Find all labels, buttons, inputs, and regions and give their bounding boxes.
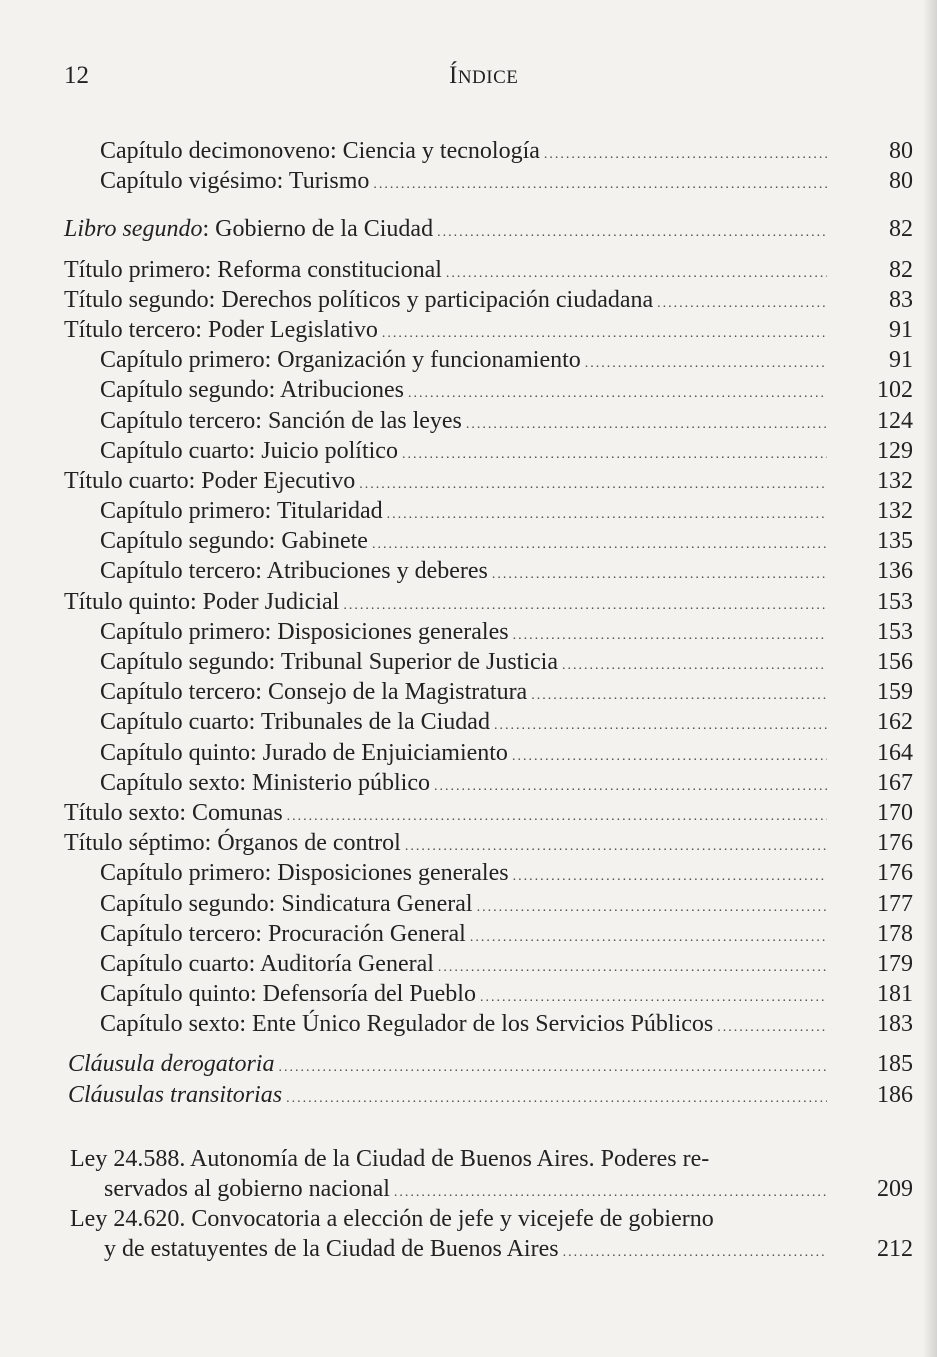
law-entry-line2: servados al gobierno nacional (104, 1175, 390, 1202)
toc-entry-page: 132 (877, 498, 913, 525)
toc-entry-page: 129 (877, 437, 913, 464)
toc-entry[interactable] (0, 738, 937, 768)
toc-entry-label: Capítulo quinto: Jurado de Enjuiciamiento (100, 739, 508, 766)
toc-entry-label: Capítulo tercero: Atribuciones y deberes (100, 558, 488, 585)
toc-entry[interactable] (0, 1009, 937, 1039)
toc-entry-label: Capítulo sexto: Ministerio público (100, 769, 430, 796)
toc-entry[interactable] (0, 526, 937, 556)
leader-dots (373, 170, 827, 200)
toc-entry-page: 153 (877, 618, 913, 645)
toc-entry-label (64, 214, 437, 244)
toc-entry-label: Título cuarto: Poder Ejecutivo (64, 467, 356, 494)
toc-entry-page: 164 (877, 739, 913, 766)
toc-entry-label: Capítulo tercero: Sanción de las leyes (100, 407, 462, 434)
toc-entry-page: 82 (889, 256, 913, 283)
toc-entry-label: Capítulo cuarto: Juicio político (100, 437, 398, 464)
toc-entry-page: 82 (889, 216, 913, 243)
toc-entry-label: Capítulo primero: Disposiciones generales (100, 618, 509, 645)
toc-entry-label: Capítulo cuarto: Auditoría General (100, 950, 434, 977)
toc-entry-label: Capítulo decimonoveno: Ciencia y tecnología (100, 138, 540, 164)
toc-entry-label: Título sexto: Comunas (64, 799, 283, 826)
law-entry[interactable] (0, 1144, 937, 1204)
leader-dots (563, 1238, 827, 1268)
toc-entry-label: Título séptimo: Órganos de control (64, 830, 401, 857)
toc-entry-label: Cláusula derogatoria (68, 1051, 275, 1078)
toc-entry[interactable] (0, 166, 937, 196)
toc-entry-label: Capítulo vigésimo: Turismo (100, 168, 370, 195)
toc-entry[interactable] (0, 889, 937, 919)
toc-entry-page: 153 (877, 588, 913, 615)
law-entry[interactable] (0, 1204, 937, 1264)
toc-entry[interactable] (0, 406, 937, 436)
toc-entry[interactable] (0, 1080, 937, 1110)
libro-rest: : Gobierno de la Ciudad (202, 216, 434, 243)
toc-entry[interactable] (0, 647, 937, 677)
toc-entry-page: 178 (877, 920, 913, 947)
toc-entry-label: Capítulo primero: Disposiciones generales (100, 860, 509, 887)
toc-entry-label: Capítulo primero: Titularidad (100, 498, 383, 525)
toc-entry[interactable] (0, 949, 937, 979)
toc-entry-label: Capítulo cuarto: Tribunales de la Ciudad (100, 709, 490, 736)
toc-entry[interactable] (0, 707, 937, 737)
toc-entry-page: 80 (889, 168, 913, 195)
toc-entry[interactable] (0, 436, 937, 466)
toc-entry[interactable] (0, 375, 937, 405)
toc-entry[interactable] (0, 587, 937, 617)
toc-entry[interactable] (0, 496, 937, 526)
toc-entry-page: 83 (889, 286, 913, 313)
toc-entry-page: 170 (877, 799, 913, 826)
toc-entry-label: Capítulo segundo: Atribuciones (100, 377, 404, 404)
toc-entry-libro[interactable] (0, 214, 937, 244)
toc-entry[interactable] (0, 285, 937, 315)
toc-entry-page: 91 (889, 316, 913, 343)
running-title-rest: NDICE (457, 67, 519, 88)
toc-entry-label: Capítulo quinto: Defensoría del Pueblo (100, 981, 476, 1008)
spacer (0, 1110, 937, 1144)
running-title (449, 62, 518, 90)
toc-entry-page: 183 (877, 1011, 913, 1038)
toc-entry[interactable] (0, 677, 937, 707)
leader-dots (286, 1084, 827, 1114)
toc-entry-page: 159 (877, 679, 913, 706)
toc-entry[interactable] (0, 798, 937, 828)
toc-entry-page: 156 (877, 649, 913, 675)
toc-entry[interactable] (0, 345, 937, 375)
toc-entry-page: 132 (877, 467, 913, 494)
toc-entry-page: 185 (877, 1051, 913, 1078)
toc-entry-label: Título segundo: Derechos políticos y participación ciudadana (64, 286, 654, 313)
toc-entry-label: Capítulo tercero: Procuración General (100, 920, 466, 947)
toc-entry[interactable] (0, 858, 937, 888)
toc-entry-page: 179 (877, 950, 913, 977)
toc-entry-label: Título tercero: Poder Legislativo (64, 316, 378, 343)
toc-entry-page: 102 (877, 377, 913, 404)
toc-entry-label: Capítulo segundo: Tribunal Superior de Justicia (100, 649, 558, 675)
toc-entry-label: Título quinto: Poder Judicial (64, 588, 340, 615)
toc-entry[interactable] (0, 617, 937, 647)
toc-entry[interactable] (0, 979, 937, 1009)
page-number: 12 (64, 62, 89, 89)
toc-entry[interactable] (0, 768, 937, 798)
toc-entry-label: Capítulo tercero: Consejo de la Magistratura (100, 679, 528, 706)
toc-entry[interactable] (0, 556, 937, 586)
table-of-contents (0, 136, 937, 1265)
toc-entry-label: Capítulo segundo: Gabinete (100, 528, 368, 555)
toc-entry-page: 135 (877, 528, 913, 555)
law-entry-page: 209 (877, 1175, 913, 1202)
toc-entry[interactable] (0, 136, 937, 166)
toc-entry[interactable] (0, 255, 937, 285)
toc-entry[interactable] (0, 919, 937, 949)
leader-dots (717, 1013, 827, 1043)
toc-entry-label: Título primero: Reforma constitucional (64, 256, 442, 283)
toc-entry[interactable] (0, 466, 937, 496)
toc-entry-page: 80 (889, 138, 913, 164)
leader-dots (437, 218, 827, 248)
toc-entry[interactable] (0, 828, 937, 858)
toc-entry-page: 124 (877, 407, 913, 434)
toc-entry-page: 177 (877, 890, 913, 917)
toc-entry-page: 91 (889, 347, 913, 374)
libro-italic: Libro segundo (64, 216, 203, 243)
law-entry-line1: Ley 24.588. Autonomía de la Ciudad de Buenos Aires. Poderes re- (70, 1145, 710, 1172)
toc-entry-page: 181 (877, 981, 913, 1008)
toc-entry-page: 176 (877, 830, 913, 857)
toc-group-titulos (0, 255, 937, 1040)
law-entry-line2: y de estatuyentes de la Ciudad de Buenos Aires (104, 1236, 559, 1263)
law-entry-line1: Ley 24.620. Convocatoria a elección de jefe y vicejefe de gobierno (70, 1206, 714, 1233)
toc-entry-page: 186 (877, 1081, 913, 1108)
toc-entry-page: 136 (877, 558, 913, 585)
toc-entry-label: Capítulo segundo: Sindicatura General (100, 890, 473, 917)
toc-entry-label: Cláusulas transitorias (68, 1081, 283, 1108)
toc-entry-page: 176 (877, 860, 913, 887)
toc-entry-label: Capítulo primero: Organización y funcionamiento (100, 347, 581, 374)
running-title-initial: Í (449, 62, 458, 89)
toc-entry-page: 167 (877, 769, 913, 796)
toc-entry-label: Capítulo sexto: Ente Único Regulador de los Servicios Públicos (100, 1011, 714, 1038)
toc-entry[interactable] (0, 315, 937, 345)
toc-entry[interactable] (0, 1049, 937, 1079)
toc-entry-page: 162 (877, 709, 913, 736)
running-header (64, 62, 864, 102)
law-entry-page: 212 (877, 1236, 913, 1263)
